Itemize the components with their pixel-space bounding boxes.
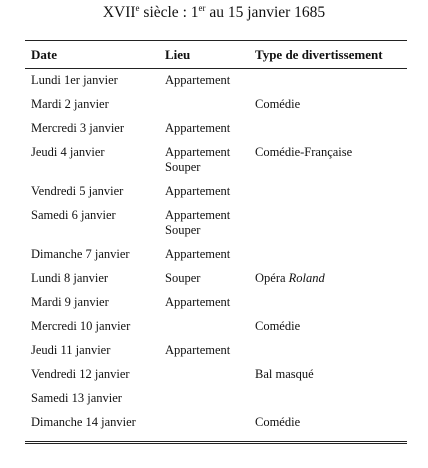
column-header-type: Type de divertissement — [255, 47, 383, 62]
cell-lieu — [159, 364, 249, 388]
cell-date — [25, 316, 159, 340]
cell-lieu — [159, 181, 249, 205]
type-text: Roland — [288, 271, 325, 285]
cell-lieu — [159, 69, 249, 95]
cell-type — [249, 205, 407, 244]
title-first-sup: er — [198, 3, 206, 13]
table-row — [25, 118, 407, 142]
date-text: Dimanche 7 janvier — [31, 247, 130, 261]
lieu-text: Appartement — [165, 295, 231, 309]
cell-date — [25, 118, 159, 142]
title-century-sup: e — [135, 3, 140, 13]
column-header-date: Date — [31, 47, 57, 62]
cell-lieu — [159, 412, 249, 436]
cell-type — [249, 268, 407, 292]
cell-type — [249, 69, 407, 95]
cell-date — [25, 69, 159, 95]
table-row — [25, 69, 407, 95]
table-row — [25, 388, 407, 412]
date-text: Mercredi 10 janvier — [31, 319, 131, 333]
lieu-text: Appartement — [165, 73, 231, 87]
cell-lieu — [159, 340, 249, 364]
cell-date — [25, 94, 159, 118]
cell-type — [249, 292, 407, 316]
title-text-a: siècle : 1 — [139, 4, 199, 21]
cell-type — [249, 412, 407, 436]
date-text: Jeudi 11 janvier — [31, 343, 111, 357]
date-text: Vendredi 5 janvier — [31, 184, 124, 198]
table-row — [25, 268, 407, 292]
cell-type — [249, 118, 407, 142]
cell-date — [25, 142, 159, 181]
cell-lieu — [159, 388, 249, 412]
schedule-table — [25, 40, 407, 444]
table-row — [25, 94, 407, 118]
cell-date — [25, 292, 159, 316]
cell-type — [249, 142, 407, 181]
type-text: Comédie-Française — [255, 145, 353, 159]
lieu-text: Souper — [165, 160, 201, 174]
type-text: Comédie — [255, 415, 301, 429]
table-row — [25, 244, 407, 268]
table-row — [25, 364, 407, 388]
type-text: Opéra — [255, 271, 289, 285]
cell-type — [249, 94, 407, 118]
table-row — [25, 205, 407, 244]
lieu-text: Appartement — [165, 145, 231, 159]
date-text: Mardi 9 janvier — [31, 295, 109, 309]
page-title — [0, 4, 428, 22]
lieu-text: Souper — [165, 223, 201, 237]
cell-lieu — [159, 292, 249, 316]
cell-date — [25, 364, 159, 388]
lieu-text: Appartement — [165, 121, 231, 135]
type-line — [255, 415, 407, 430]
cell-date — [25, 205, 159, 244]
table-row — [25, 340, 407, 364]
title-text-b: au 15 janvier 1685 — [205, 4, 326, 21]
cell-date — [25, 181, 159, 205]
cell-date — [25, 412, 159, 436]
date-text: Mercredi 3 janvier — [31, 121, 125, 135]
lieu-text: Appartement — [165, 343, 231, 357]
date-text: Samedi 13 janvier — [31, 391, 122, 405]
type-line — [255, 319, 407, 334]
cell-type — [249, 364, 407, 388]
table-row — [25, 142, 407, 181]
date-text: Vendredi 12 janvier — [31, 367, 130, 381]
cell-date — [25, 340, 159, 364]
cell-type — [249, 340, 407, 364]
table-bottom-rule — [25, 436, 407, 443]
cell-lieu — [159, 205, 249, 244]
cell-type — [249, 181, 407, 205]
lieu-text: Appartement — [165, 208, 231, 222]
cell-lieu — [159, 244, 249, 268]
cell-lieu — [159, 142, 249, 181]
cell-lieu — [159, 94, 249, 118]
cell-lieu — [159, 118, 249, 142]
type-text: Bal masqué — [255, 367, 314, 381]
type-line — [255, 145, 407, 160]
cell-type — [249, 244, 407, 268]
date-text: Samedi 6 janvier — [31, 208, 116, 222]
type-line — [255, 97, 407, 112]
type-line — [255, 367, 407, 382]
cell-type — [249, 316, 407, 340]
cell-date — [25, 388, 159, 412]
date-text: Jeudi 4 janvier — [31, 145, 105, 159]
type-text: Comédie — [255, 319, 301, 333]
date-text: Lundi 8 janvier — [31, 271, 109, 285]
table-row — [25, 292, 407, 316]
cell-date — [25, 268, 159, 292]
lieu-text: Souper — [165, 271, 201, 285]
lieu-text: Appartement — [165, 247, 231, 261]
date-text: Mardi 2 janvier — [31, 97, 109, 111]
type-text: Comédie — [255, 97, 301, 111]
cell-date — [25, 244, 159, 268]
date-text: Dimanche 14 janvier — [31, 415, 136, 429]
date-text: Lundi 1er janvier — [31, 73, 118, 87]
cell-type — [249, 388, 407, 412]
table-row — [25, 181, 407, 205]
type-line — [255, 271, 407, 286]
table-header-row — [25, 41, 407, 69]
table-row — [25, 316, 407, 340]
lieu-text: Appartement — [165, 184, 231, 198]
cell-lieu — [159, 268, 249, 292]
cell-lieu — [159, 316, 249, 340]
title-century: XVII — [102, 4, 136, 21]
table-body — [25, 69, 407, 437]
column-header-lieu: Lieu — [165, 47, 191, 62]
table-row — [25, 412, 407, 436]
